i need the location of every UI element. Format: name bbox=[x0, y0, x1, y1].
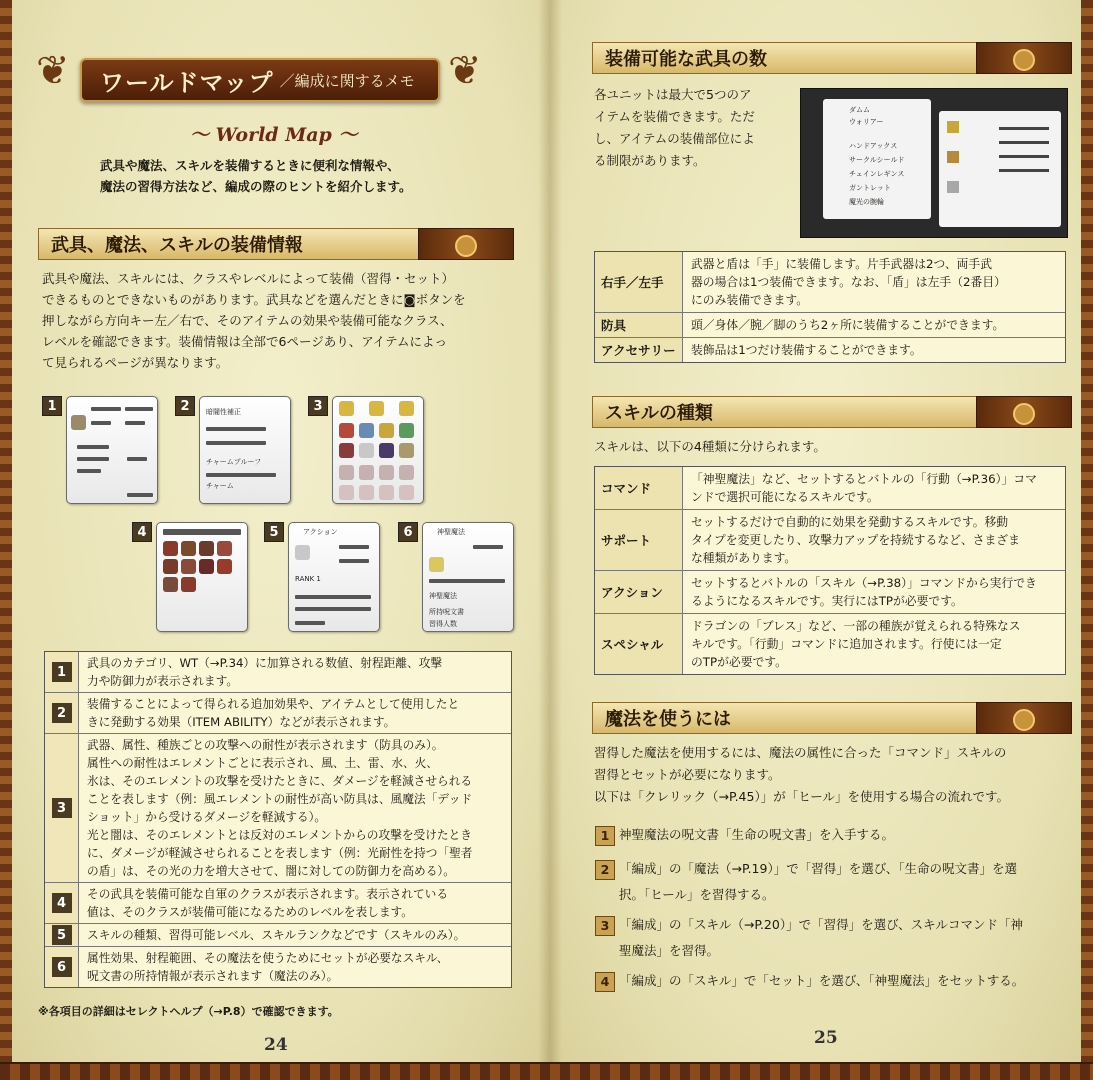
thumb-page-3 bbox=[332, 396, 424, 504]
note-row bbox=[45, 883, 511, 924]
note-row bbox=[45, 924, 511, 947]
unit-name: ダムム bbox=[849, 106, 870, 114]
step-number: 2 bbox=[595, 860, 615, 880]
bottom-border bbox=[0, 1062, 1093, 1080]
note-number: 2 bbox=[52, 703, 72, 723]
line bbox=[127, 457, 147, 461]
line bbox=[127, 493, 153, 497]
line bbox=[999, 155, 1049, 158]
item-icon bbox=[71, 415, 86, 430]
note-line: 氷は、そのエレメントの攻撃を受けたときに、ダメージを軽減させられる bbox=[87, 774, 473, 788]
equip-screenshot bbox=[800, 88, 1068, 238]
ornament-right-icon: ❦ bbox=[448, 48, 482, 94]
line bbox=[206, 427, 266, 431]
page-number-left: 24 bbox=[264, 1035, 288, 1055]
step-number: 3 bbox=[595, 916, 615, 936]
class-icon bbox=[217, 559, 232, 574]
skill-line: 「神聖魔法」など、セットするとバトルの「行動（→P.36）」コマ bbox=[691, 472, 1037, 486]
equip-label: アクセサリー bbox=[595, 338, 683, 362]
body-line: る制限があります。 bbox=[594, 153, 706, 168]
equip-row bbox=[595, 252, 1065, 313]
skill-table bbox=[594, 466, 1066, 675]
skill-label: スペシャル bbox=[595, 614, 683, 674]
weapon-icon bbox=[369, 401, 384, 416]
class-icon bbox=[199, 559, 214, 574]
element-icon bbox=[339, 423, 354, 438]
magic-icon bbox=[429, 557, 444, 572]
section-ornament-icon bbox=[976, 702, 1072, 734]
line bbox=[77, 457, 109, 461]
equip-label: 防具 bbox=[595, 313, 683, 337]
equip-info-panel bbox=[939, 111, 1061, 227]
note-number: 3 bbox=[52, 798, 72, 818]
section-ornament-icon bbox=[976, 396, 1072, 428]
section-title: スキルの種類 bbox=[592, 396, 976, 428]
weapon-icon bbox=[339, 401, 354, 416]
intro-line: 武具や魔法、スキルを装備するときに便利な情報や、 bbox=[100, 158, 400, 173]
step-line: 「編成」の「スキル」で「セット」を選び、「神聖魔法」をセットする。 bbox=[619, 973, 1025, 988]
weapon-icon bbox=[399, 401, 414, 416]
line bbox=[999, 141, 1049, 144]
thumb-page-2 bbox=[199, 396, 291, 504]
skill-row bbox=[595, 614, 1065, 674]
note-line: スキルの種類、習得可能レベル、スキルランクなどです（スキルのみ）。 bbox=[87, 928, 466, 942]
section-header-use-magic bbox=[592, 700, 1072, 736]
skill-line: ンドで選択可能になるスキルです。 bbox=[691, 490, 879, 504]
note-line: 呪文書の所持情報が表示されます（魔法のみ）。 bbox=[87, 969, 339, 983]
equip-line: 装飾品は1つだけ装備することができます。 bbox=[691, 343, 922, 357]
skill-line: セットするとバトルの「スキル（→P.38）」コマンドから実行でき bbox=[691, 576, 1037, 590]
skill-line: セットするだけで自動的に効果を発動するスキルです。移動 bbox=[691, 515, 1009, 529]
skill-line: ドラゴンの「ブレス」など、一部の種族が覚えられる特殊なス bbox=[691, 619, 1021, 633]
note-row bbox=[45, 652, 511, 693]
note-line: 属性への耐性はエレメントごとに表示され、風、土、雷、水、火、 bbox=[87, 756, 438, 770]
skill-intro: スキルは、以下の4種類に分けられます。 bbox=[594, 439, 826, 454]
equip-row bbox=[595, 338, 1065, 362]
skill-label: コマンド bbox=[595, 467, 683, 509]
class-icon bbox=[181, 577, 196, 592]
step-item bbox=[595, 912, 1070, 964]
line bbox=[999, 127, 1049, 130]
notes-table bbox=[44, 651, 512, 988]
skill-line: るようになるスキルです。実行にはTPが必要です。 bbox=[691, 594, 963, 608]
step-line: 「編成」の「魔法（→P.19）」で「習得」を選び、「生命の呪文書」を選 bbox=[619, 861, 1017, 876]
line bbox=[77, 469, 101, 473]
body-line: 各ユニットは最大で5つのア bbox=[594, 87, 752, 102]
thumb-text: チャーム bbox=[206, 482, 234, 490]
line bbox=[429, 579, 505, 583]
note-line: その武具を装備可能な自軍のクラスが表示されます。表示されている bbox=[87, 887, 449, 901]
equip-count-body bbox=[594, 84, 794, 172]
thumb-text: 暗闇性補正 bbox=[206, 408, 241, 416]
section-header-equip-count bbox=[592, 40, 1072, 76]
equip-slot: 魔光の腕輪 bbox=[849, 198, 884, 206]
body-line: 武具や魔法、スキルには、クラスやレベルによって装備（習得・セット） bbox=[42, 271, 455, 286]
step-item bbox=[595, 968, 1070, 994]
ornament-left-icon: ❦ bbox=[36, 48, 70, 94]
equip-slot: サークルシールド bbox=[849, 156, 905, 164]
step-line: 神聖魔法の呪文書「生命の呪文書」を入手する。 bbox=[619, 827, 895, 842]
line bbox=[999, 169, 1049, 172]
body-line: し、アイテムの装備部位によ bbox=[594, 131, 755, 146]
page-number-right: 25 bbox=[814, 1028, 838, 1048]
class-icon bbox=[163, 541, 178, 556]
step-item bbox=[595, 822, 1070, 848]
left-border bbox=[0, 0, 12, 1062]
world-map-subtitle: 〜 World Map 〜 bbox=[190, 124, 358, 146]
equip-list-panel bbox=[823, 99, 931, 219]
line bbox=[77, 445, 109, 449]
element-icon bbox=[399, 423, 414, 438]
body-line: イテムを装備できます。ただ bbox=[594, 109, 755, 124]
line bbox=[206, 441, 266, 445]
equip-line: にのみ装備できます。 bbox=[691, 293, 809, 307]
note-line: 武具のカテゴリ、WT（→P.34）に加算される数値、射程距離、攻撃 bbox=[87, 656, 443, 670]
thumb-text: RANK 1 bbox=[295, 575, 321, 583]
line bbox=[91, 407, 121, 411]
line bbox=[91, 421, 111, 425]
note-number: 1 bbox=[52, 662, 72, 682]
note-line: きに発動する効果（ITEM ABILITY）などが表示されます。 bbox=[87, 715, 396, 729]
element-icon bbox=[399, 443, 414, 458]
item-icon bbox=[947, 151, 959, 163]
line bbox=[473, 545, 503, 549]
section-ornament-icon bbox=[418, 228, 514, 260]
body-line: できるものとできないものがあります。武具などを選んだときに◙ボタンを bbox=[42, 292, 466, 307]
line bbox=[295, 595, 371, 599]
thumb-page-5 bbox=[288, 522, 380, 632]
footnote: ※各項目の詳細はセレクトヘルプ（→P.8）で確認できます。 bbox=[38, 1005, 339, 1018]
thumb-text: 神聖魔法 bbox=[429, 592, 457, 600]
skill-label: サポート bbox=[595, 510, 683, 570]
race-icon bbox=[399, 465, 414, 480]
line bbox=[295, 621, 325, 625]
note-line: ことを表します（例：風エレメントの耐性が高い防具は、風魔法「デッド bbox=[87, 792, 473, 806]
thumb-badge-6: 6 bbox=[398, 522, 418, 542]
race-icon bbox=[339, 485, 354, 500]
skill-row bbox=[595, 510, 1065, 571]
body-line: 押しながら方向キー左／右で、そのアイテムの効果や装備可能なクラス、 bbox=[42, 313, 453, 328]
line bbox=[125, 407, 153, 411]
item-icon bbox=[947, 181, 959, 193]
note-line: の盾」は、その光の力を増大させて、闇に対しての防御力を高める）。 bbox=[87, 864, 455, 878]
page-gutter bbox=[538, 0, 562, 1062]
skill-row bbox=[595, 571, 1065, 614]
equip-line: 武器と盾は「手」に装備します。片手武器は2つ、両手武 bbox=[691, 257, 993, 271]
body-line: て見られるページが異なります。 bbox=[42, 355, 229, 370]
step-line: 聖魔法」を習得。 bbox=[619, 943, 720, 958]
thumb-badge-2: 2 bbox=[175, 396, 195, 416]
body-line: 習得した魔法を使用するには、魔法の属性に合った「コマンド」スキルの bbox=[594, 745, 1007, 760]
thumb-page-6 bbox=[422, 522, 514, 632]
line bbox=[295, 607, 371, 611]
skill-line: な種類があります。 bbox=[691, 551, 797, 565]
body-line: 習得とセットが必要になります。 bbox=[594, 767, 781, 782]
item-icon bbox=[947, 121, 959, 133]
equip-label: 右手／左手 bbox=[595, 252, 683, 312]
race-icon bbox=[399, 485, 414, 500]
section-title: 武具、魔法、スキルの装備情報 bbox=[38, 228, 418, 260]
thumb-text: アクション bbox=[303, 528, 338, 536]
thumb-text: チャームプルーフ bbox=[206, 458, 262, 466]
thumb-badge-1: 1 bbox=[42, 396, 62, 416]
equip-slot: ハンドアックス bbox=[849, 142, 898, 150]
line bbox=[206, 473, 276, 477]
class-icon bbox=[181, 541, 196, 556]
note-line: 光と闇は、そのエレメントとは反対のエレメントからの攻撃を受けたとき bbox=[87, 828, 472, 842]
step-line: 「編成」の「スキル（→P.20）」で「習得」を選び、スキルコマンド「神 bbox=[619, 917, 1023, 932]
right-border bbox=[1081, 0, 1093, 1062]
section-ornament-icon bbox=[976, 42, 1072, 74]
section-header-equip-info bbox=[38, 226, 514, 262]
equip-info-body bbox=[42, 268, 522, 373]
equip-table bbox=[594, 251, 1066, 363]
note-line: 装備することによって得られる追加効果や、アイテムとして使用したと bbox=[87, 697, 460, 711]
note-line: ショット」から受けるダメージを軽減する）。 bbox=[87, 810, 327, 824]
class-icon bbox=[199, 541, 214, 556]
note-row bbox=[45, 947, 511, 987]
step-line: 択。「ヒール」を習得する。 bbox=[619, 887, 775, 902]
class-icon bbox=[163, 559, 178, 574]
thumb-text: 習得人数 bbox=[429, 620, 457, 628]
page-title: ワールドマップ bbox=[100, 67, 274, 97]
skill-line: タイプを変更したり、攻撃力アップを持続するなど、さまざま bbox=[691, 533, 1020, 547]
page-title-sub: ／編成に関するメモ bbox=[279, 71, 415, 90]
class-icon bbox=[163, 577, 178, 592]
skill-icon bbox=[295, 545, 310, 560]
thumb-badge-4: 4 bbox=[132, 522, 152, 542]
equip-line: 器の場合は1つ装備できます。なお、「盾」は左手（2番目） bbox=[691, 275, 1006, 289]
thumb-text: 所持呪文書 bbox=[429, 608, 464, 616]
section-title: 装備可能な武具の数 bbox=[592, 42, 976, 74]
element-icon bbox=[359, 443, 374, 458]
race-icon bbox=[379, 485, 394, 500]
title-plate bbox=[80, 58, 440, 102]
note-line: に、ダメージが軽減させられることを表します（例：光耐性を持つ「聖者 bbox=[87, 846, 473, 860]
thumb-page-1 bbox=[66, 396, 158, 504]
race-icon bbox=[359, 465, 374, 480]
skill-line: のTPが必要です。 bbox=[691, 655, 787, 669]
equip-slot: チェインレギンス bbox=[849, 170, 905, 178]
step-number: 4 bbox=[595, 972, 615, 992]
unit-class: ウォリアー bbox=[849, 118, 884, 126]
intro-text bbox=[100, 155, 510, 197]
step-item bbox=[595, 856, 1070, 908]
thumb-page-4 bbox=[156, 522, 248, 632]
note-line: 値は、そのクラスが装備可能になるためのレベルを表します。 bbox=[87, 905, 413, 919]
use-magic-body bbox=[594, 742, 1074, 808]
note-number: 5 bbox=[52, 925, 72, 945]
skill-row bbox=[595, 467, 1065, 510]
line bbox=[339, 545, 369, 549]
line bbox=[125, 421, 145, 425]
note-row bbox=[45, 734, 511, 883]
note-line: 力や防御力が表示されます。 bbox=[87, 674, 239, 688]
skill-label: アクション bbox=[595, 571, 683, 613]
line bbox=[339, 559, 369, 563]
intro-line: 魔法の習得方法など、編成の際のヒントを紹介します。 bbox=[100, 179, 412, 194]
step-number: 1 bbox=[595, 826, 615, 846]
element-icon bbox=[379, 443, 394, 458]
race-icon bbox=[359, 485, 374, 500]
title-banner bbox=[36, 40, 482, 122]
equip-slot: ガントレット bbox=[849, 184, 891, 192]
class-icon bbox=[181, 559, 196, 574]
body-line: 以下は「クレリック（→P.45）」が「ヒール」を使用する場合の流れです。 bbox=[594, 789, 1009, 804]
note-line: 武器、属性、種族ごとの攻撃への耐性が表示されます（防具のみ）。 bbox=[87, 738, 444, 752]
class-icon bbox=[217, 541, 232, 556]
equip-line: 頭／身体／腕／脚のうち2ヶ所に装備することができます。 bbox=[691, 318, 1005, 332]
race-icon bbox=[379, 465, 394, 480]
element-icon bbox=[339, 443, 354, 458]
note-number: 6 bbox=[52, 957, 72, 977]
body-line: レベルを確認できます。装備情報は全部で6ページあり、アイテムによっ bbox=[42, 334, 447, 349]
element-icon bbox=[359, 423, 374, 438]
thumb-text: 神聖魔法 bbox=[437, 528, 465, 536]
line bbox=[163, 529, 241, 535]
section-header-skill-types bbox=[592, 394, 1072, 430]
skill-line: キルです。「行動」コマンドに追加されます。行使には一定 bbox=[691, 637, 1002, 651]
race-icon bbox=[339, 465, 354, 480]
element-icon bbox=[379, 423, 394, 438]
equip-row bbox=[595, 313, 1065, 338]
section-title: 魔法を使うには bbox=[592, 702, 976, 734]
note-line: 属性効果、射程範囲、その魔法を使うためにセットが必要なスキル、 bbox=[87, 951, 449, 965]
thumb-badge-3: 3 bbox=[308, 396, 328, 416]
note-row bbox=[45, 693, 511, 734]
thumb-badge-5: 5 bbox=[264, 522, 284, 542]
note-number: 4 bbox=[52, 893, 72, 913]
